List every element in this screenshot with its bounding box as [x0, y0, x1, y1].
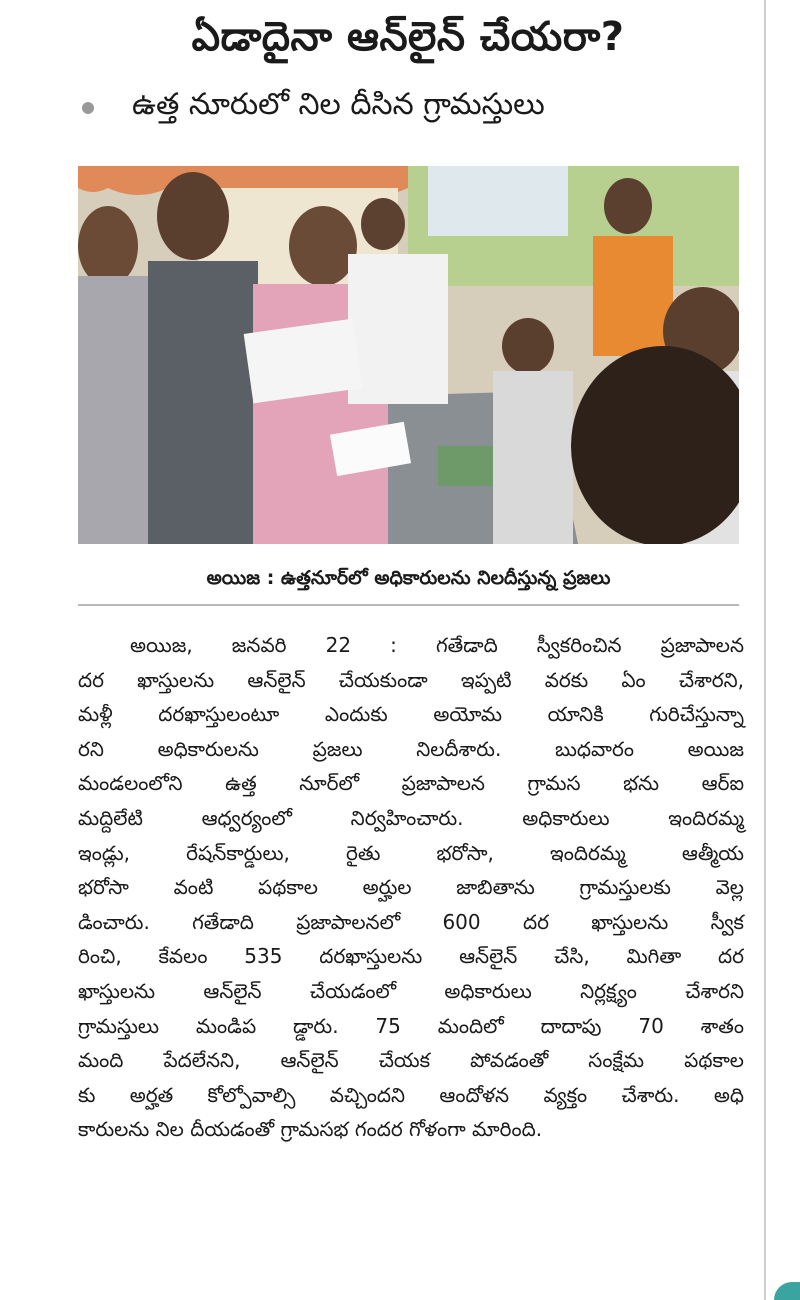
article-body	[78, 628, 744, 1147]
body-line: రించి, కేవలం 535 దరఖాస్తులను ఆన్‌లైన్ చేసి, మిగితా దర	[78, 944, 744, 969]
photo-caption: అయిజ : ఉత్తనూర్‌లో అధికారులను నిలదీస్తున్న ప్రజలు	[206, 567, 611, 589]
body-line: కు అర్హత కోల్పోవాల్సి వచ్చిందని ఆందోళన వ్యక్తం చేశారు. అధి	[78, 1082, 744, 1107]
caption-divider	[78, 604, 739, 606]
headline: ఏడాదైనా ఆన్‌లైన్ చేయరా?	[191, 14, 625, 60]
body-line: డించారు. గతేడాది ప్రజాపాలనలో 600 దర ఖాస్తులను స్వీక	[78, 909, 744, 934]
news-photo	[78, 166, 739, 544]
body-line: భరోసా వంటి పథకాల అర్హుల జాబితాను గ్రామస్తులకు వెల్ల	[78, 875, 744, 900]
body-line: మళ్లీ దరఖాస్తులంటూ ఎందుకు అయోమ యానికి గురిచేస్తున్నా	[78, 702, 744, 727]
news-photo-illustration	[78, 166, 739, 544]
body-line: మద్దిలేటి ఆధ్వర్యంలో నిర్వహించారు. అధికారులు ఇందిరమ్మ	[78, 805, 744, 830]
body-line: మండలంలోని ఉత్త నూర్‌లో ప్రజాపాలన గ్రామస భను ఆర్ఐ	[78, 771, 744, 796]
body-line: మంది పేదలేనని, ఆన్‌లైన్ చేయక పోవడంతో సంక్షేమ పథకాల	[78, 1048, 744, 1073]
body-line: ఖాస్తులను ఆన్‌లైన్ చేయడంలో అధికారులు నిర్లక్ష్యం చేశారని	[78, 978, 744, 1003]
bullet-icon	[82, 102, 94, 114]
corner-mark	[774, 1282, 800, 1300]
body-line: గ్రామస్తులు మండిప డ్డారు. 75 మందిలో దాదాపు 70 శాతం	[78, 1013, 744, 1038]
subheadline	[78, 88, 738, 128]
subheadline-text: ఉత్త నూరులో నిల దీసిన గ్రామస్తులు	[132, 87, 545, 122]
body-line: ఇండ్లు, రేషన్‌కార్డులు, రైతు భరోసా, ఇందిరమ్మ ఆత్మీయ	[78, 840, 744, 865]
column-divider	[764, 0, 766, 1300]
body-line: కారులను నిల దీయడంతో గ్రామసభ గందర గోళంగా మారింది.	[78, 1117, 543, 1142]
body-line: దర ఖాస్తులను ఆన్‌లైన్ చేయకుండా ఇప్పటి వరకు ఏం చేశారని,	[78, 667, 744, 692]
body-line: అయిజ, జనవరి 22 : గతేడాది స్వీకరించిన ప్రజాపాలన	[130, 633, 744, 657]
body-line: రని అధికారులను ప్రజలు నిలదీశారు. బుధవారం అయిజ	[78, 736, 744, 761]
